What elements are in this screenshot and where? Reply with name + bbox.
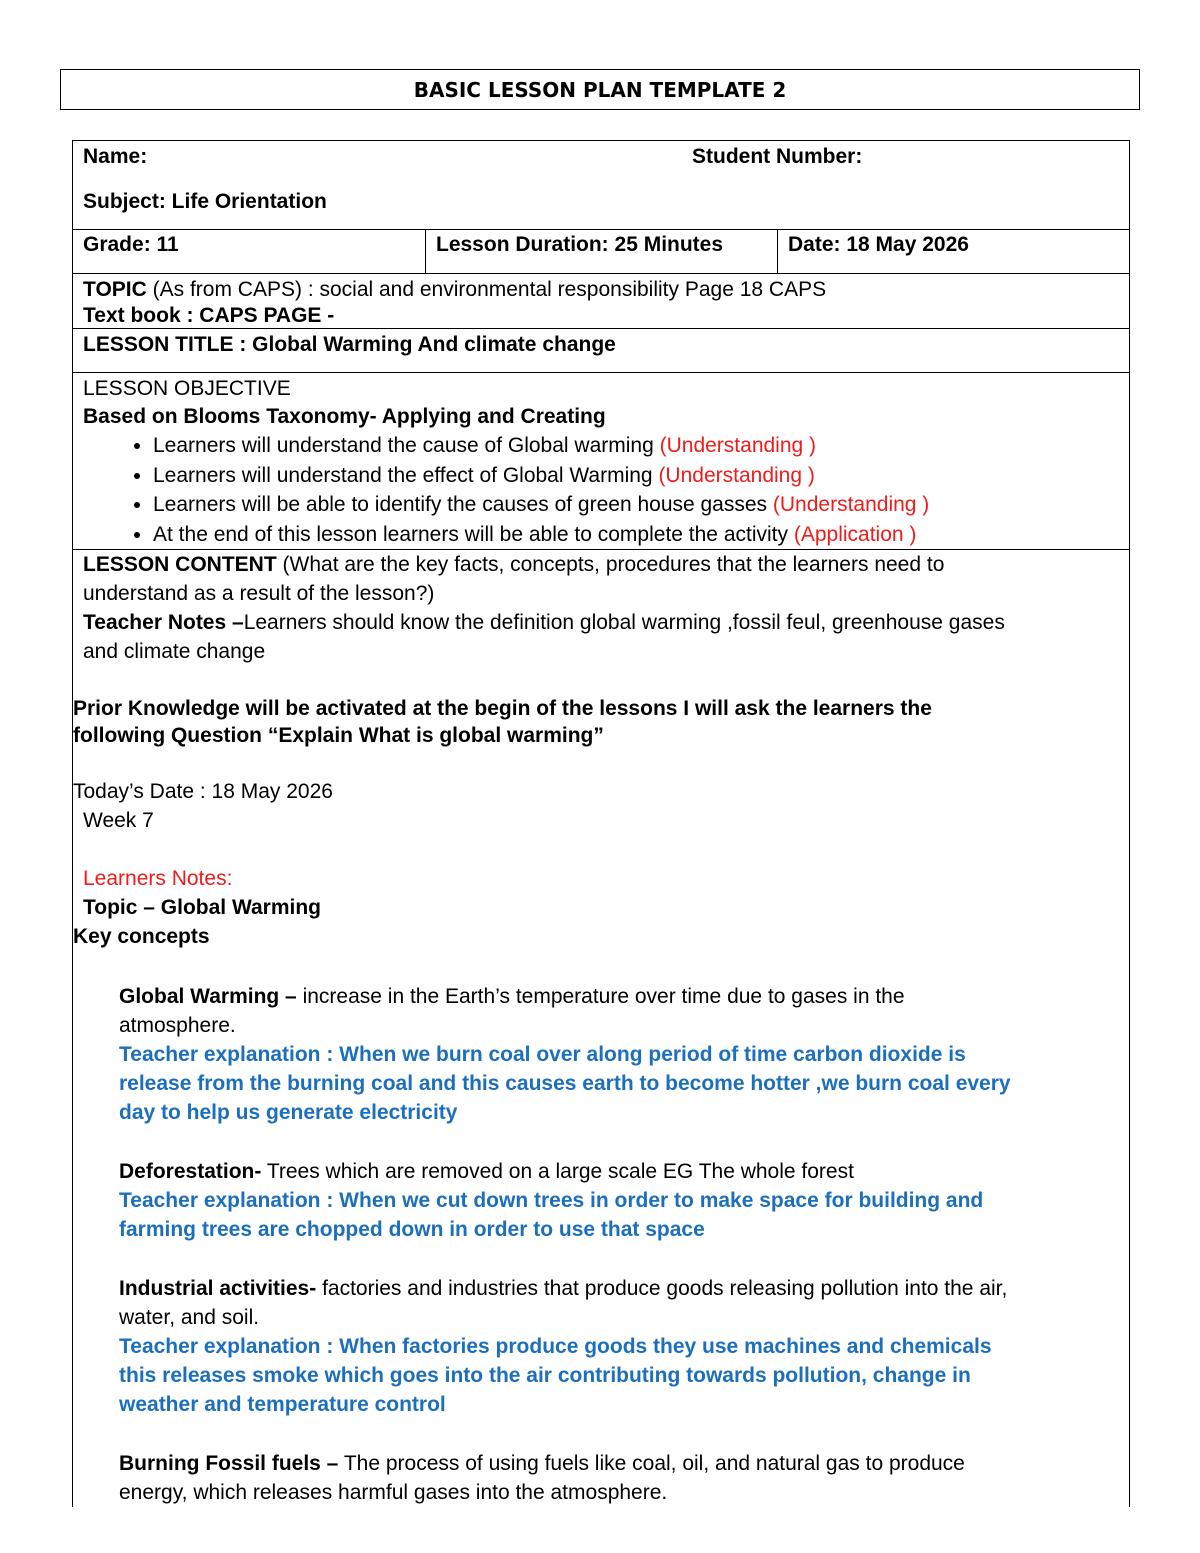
column-divider bbox=[425, 230, 426, 274]
row-divider bbox=[73, 273, 1129, 274]
row-divider bbox=[73, 549, 1129, 550]
key-concepts-heading: Key concepts bbox=[73, 925, 210, 948]
row-divider bbox=[73, 372, 1129, 373]
concept-burning-fossil-fuels: Burning Fossil fuels – The process of using fuels like coal, oil, and natural gas to produce bbox=[119, 1452, 965, 1475]
teacher-explanation: Teacher explanation : When factories produce goods they use machines and chemicals bbox=[119, 1335, 992, 1358]
concept-global-warming: Global Warming – increase in the Earth’s temperature over time due to gases in the bbox=[119, 985, 905, 1008]
concept-industrial-activities: Industrial activities- factories and industries that produce goods releasing pollution into the air, bbox=[119, 1277, 1008, 1300]
teacher-explanation: Teacher explanation : When we burn coal over along period of time carbon dioxide is bbox=[119, 1043, 966, 1066]
prior-knowledge-1: Prior Knowledge will be activated at the begin of the lessons I will ask the learners the bbox=[73, 697, 932, 720]
teacher-notes-cont: and climate change bbox=[83, 640, 266, 663]
lesson-date: Date: 18 May 2026 bbox=[788, 233, 969, 256]
student-number-label: Student Number: bbox=[692, 145, 863, 168]
objective-item: • Learners will understand the effect of Global Warming (Understanding ) bbox=[153, 461, 929, 491]
teacher-explanation: release from the burning coal and this causes earth to become hotter ,we burn coal every bbox=[119, 1072, 1011, 1095]
objective-item: • Learners will be able to identify the causes of green house gasses (Understanding ) bbox=[153, 490, 929, 520]
grade: Grade: 11 bbox=[83, 233, 179, 256]
lesson-duration: Lesson Duration: 25 Minutes bbox=[436, 233, 724, 256]
teacher-notes: Teacher Notes –Learners should know the definition global warming ,fossil feul, greenhouse gases bbox=[83, 611, 1005, 634]
topic-label: TOPIC bbox=[83, 278, 147, 301]
row-divider bbox=[73, 229, 1129, 230]
week: Week 7 bbox=[83, 809, 154, 832]
concept-definition-cont: atmosphere. bbox=[119, 1014, 236, 1037]
objective-subheading: Based on Blooms Taxonomy- Applying and Creating bbox=[83, 405, 606, 428]
template-title: BASIC LESSON PLAN TEMPLATE 2 bbox=[60, 69, 1140, 110]
notes-topic: Topic – Global Warming bbox=[83, 896, 322, 919]
lesson-plan-table bbox=[72, 140, 1130, 1507]
subject: Subject: Life Orientation bbox=[83, 190, 327, 213]
objective-item: • Learners will understand the cause of Global warming (Understanding ) bbox=[153, 431, 929, 461]
todays-date: Today’s Date : 18 May 2026 bbox=[73, 780, 333, 803]
topic-line bbox=[83, 277, 826, 303]
objective-heading: LESSON OBJECTIVE bbox=[83, 377, 291, 400]
learners-notes-heading: Learners Notes: bbox=[83, 867, 233, 890]
objective-list bbox=[83, 431, 929, 549]
name-label: Name: bbox=[83, 145, 148, 168]
concept-definition-cont: energy, which releases harmful gases into the atmosphere. bbox=[119, 1481, 668, 1504]
content-label: LESSON CONTENT bbox=[83, 553, 277, 576]
teacher-explanation: Teacher explanation : When we cut down trees in order to make space for building and bbox=[119, 1189, 984, 1212]
concept-definition-cont: water, and soil. bbox=[119, 1306, 260, 1329]
column-divider bbox=[777, 230, 778, 274]
teacher-explanation: weather and temperature control bbox=[119, 1393, 446, 1416]
topic-text: (As from CAPS) : social and environmental responsibility Page 18 CAPS bbox=[146, 278, 827, 301]
teacher-explanation: farming trees are chopped down in order to use that space bbox=[119, 1218, 705, 1241]
teacher-explanation: day to help us generate electricity bbox=[119, 1101, 458, 1124]
textbook: Text book : CAPS PAGE - bbox=[83, 304, 335, 327]
concept-deforestation: Deforestation- Trees which are removed on a large scale EG The whole forest bbox=[119, 1160, 854, 1183]
teacher-explanation: this releases smoke which goes into the air contributing towards pollution, change in bbox=[119, 1364, 971, 1387]
content-line-2: understand as a result of the lesson?) bbox=[83, 582, 435, 605]
objective-item: • At the end of this lesson learners will be able to complete the activity (Application ) bbox=[153, 520, 929, 550]
lesson-title: LESSON TITLE : Global Warming And climate change bbox=[83, 333, 616, 356]
content-line-1: LESSON CONTENT (What are the key facts, concepts, procedures that the learners need to bbox=[83, 553, 945, 576]
prior-knowledge-2: following Question “Explain What is global warming” bbox=[73, 724, 604, 747]
